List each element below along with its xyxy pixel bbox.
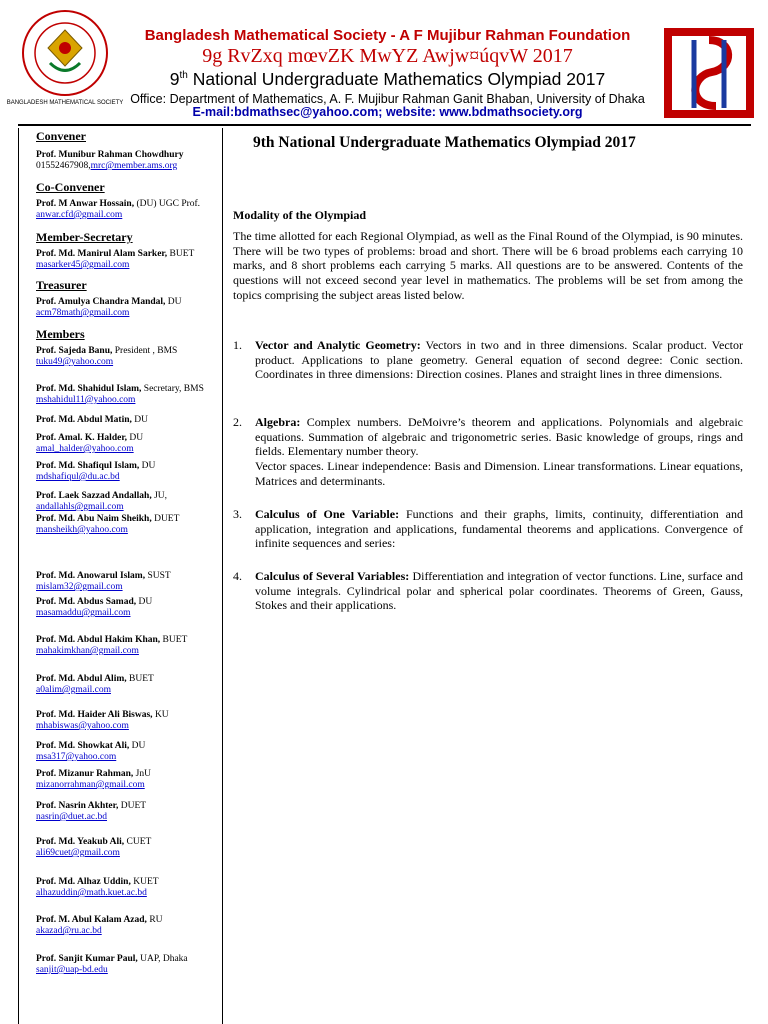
- member-name: Prof. Md. Yeakub Ali, CUET: [36, 837, 152, 847]
- co-convener-heading: Co-Convener: [36, 180, 105, 194]
- committee-sidebar: [32, 128, 223, 1024]
- member-email[interactable]: msa317@yahoo.com: [36, 752, 117, 762]
- convener-email[interactable]: mrc@member.ams.org: [90, 161, 178, 171]
- org-title: Bangladesh Mathematical Society - A F Mujibur Rahman Foundation: [144, 27, 631, 44]
- member-email[interactable]: tuku49@yahoo.com: [36, 357, 114, 367]
- member-name: Prof. Md. Showkat Ali, DU: [36, 741, 146, 751]
- member-name: Prof. Mizanur Rahman, JnU: [36, 769, 151, 779]
- page-title: 9th National Undergraduate Mathematics Olympiad 2017: [253, 134, 636, 151]
- member-name: Prof. Md. Abdul Hakim Khan, BUET: [36, 635, 188, 645]
- treasurer-heading: Treasurer: [36, 278, 87, 292]
- member-name: Prof. Md. Abu Naim Sheikh, DUET: [36, 514, 180, 524]
- member-email[interactable]: mislam32@gmail.com: [36, 582, 123, 592]
- member-name: Prof. Laek Sazzad Andallah, JU,: [36, 491, 168, 501]
- svg-text:BANGLADESH MATHEMATICAL SOCIET: BANGLADESH MATHEMATICAL SOCIETY: [6, 100, 124, 106]
- member-secretary-email[interactable]: masarker45@gmail.com: [36, 260, 130, 270]
- convener-contact: 01552467908,mrc@member.ams.org: [36, 161, 178, 171]
- member-name: Prof. Md. Anowarul Islam, SUST: [36, 571, 171, 581]
- member-name: Prof. Amal. K. Halder, DU: [36, 433, 144, 443]
- contact-line[interactable]: E-mail:bdmathsec@yahoo.com; website: www.bdmathsociety.org: [192, 105, 583, 119]
- sidebar-left-border: [18, 128, 19, 1024]
- convener-heading: Convener: [36, 129, 86, 143]
- member-name: Prof. Md. Shahidul Islam, Secretary, BMS: [36, 384, 204, 394]
- convener-name: Prof. Munibur Rahman Chowdhury: [36, 150, 184, 160]
- header-divider: [18, 124, 751, 126]
- member-secretary-heading: Member-Secretary: [36, 230, 133, 244]
- member-email[interactable]: mshahidul11@yahoo.com: [36, 395, 136, 405]
- member-name: Prof. Md. Shafiqul Islam, DU: [36, 461, 156, 471]
- member-email[interactable]: mhabiswas@yahoo.com: [36, 721, 129, 731]
- member-email[interactable]: mizanorrahman@gmail.com: [36, 780, 145, 790]
- olympiad-title: 9th National Undergraduate Mathematics Olympiad 2017: [169, 69, 606, 89]
- member-secretary-name: Prof. Md. Manirul Alam Sarker, BUET: [36, 249, 195, 259]
- office-address: Office: Department of Mathematics, A. F. Mujibur Rahman Ganit Bhaban, University of Dhaka: [130, 92, 645, 106]
- member-email[interactable]: ali69cuet@gmail.com: [36, 848, 120, 858]
- member-email[interactable]: andallahls@gmail.com: [36, 502, 124, 512]
- member-email[interactable]: mahakimkhan@gmail.com: [36, 646, 139, 656]
- member-name: Prof. Md. Haider Ali Biswas, KU: [36, 710, 169, 720]
- member-name: Prof. M. Abul Kalam Azad, RU: [36, 915, 163, 925]
- member-name: Prof. Nasrin Akhter, DUET: [36, 801, 147, 811]
- member-name: Prof. Md. Alhaz Uddin, KUET: [36, 877, 159, 887]
- member-email[interactable]: masamaddu@gmail.com: [36, 608, 131, 618]
- member-email[interactable]: mansheikh@yahoo.com: [36, 525, 128, 535]
- member-email[interactable]: sanjit@uap-bd.edu: [36, 965, 108, 975]
- member-email[interactable]: mdshafiqul@du.ac.bd: [36, 472, 120, 482]
- member-email[interactable]: nasrin@duet.ac.bd: [36, 812, 108, 822]
- member-name: Prof. Md. Abdus Samad, DU: [36, 597, 153, 607]
- member-email[interactable]: alhazuddin@math.kuet.ac.bd: [36, 888, 147, 898]
- member-name: Prof. Md. Abdul Matin, DU: [36, 415, 148, 425]
- bms-logo: [6, 8, 124, 118]
- member-name: Prof. Sajeda Banu, President , BMS: [36, 346, 178, 356]
- treasurer-name: Prof. Amulya Chandra Mandal, DU: [36, 297, 182, 307]
- members-heading: Members: [36, 327, 85, 341]
- bangla-title: 9g RvZxq mœvZK MwYZ Awjw¤úqvW 2017: [202, 45, 573, 67]
- treasurer-email[interactable]: acm78math@gmail.com: [36, 308, 130, 318]
- member-email[interactable]: a0alim@gmail.com: [36, 685, 111, 695]
- member-email[interactable]: amal_halder@yahoo.com: [36, 444, 134, 454]
- co-convener-email[interactable]: anwar.cfd@gmail.com: [36, 210, 123, 220]
- member-name: Prof. Md. Abdul Alim, BUET: [36, 674, 154, 684]
- member-name: Prof. Sanjit Kumar Paul, UAP, Dhaka: [36, 954, 188, 964]
- section-heading: Modality of the Olympiad: [233, 208, 367, 222]
- letterhead: [0, 0, 768, 126]
- foundation-logo: [664, 28, 754, 118]
- co-convener-name: Prof. M Anwar Hossain, (DU) UGC Prof.: [36, 199, 201, 209]
- member-email[interactable]: akazad@ru.ac.bd: [36, 926, 102, 936]
- intro-paragraph: The time allotted for each Regional Olympiad, as well as the Final Round of the Olympiad, is 90 minutes. There will be two types of problems: broad and short. There will be 6 broad problems each carrying 10 marks, and 8 short problems each carrying 5 marks. All questions are to be answered. Contents of the questions will not exceed second year level in mathematics. The problems will be set from among the topics comprising the subject areas listed below.: [233, 229, 743, 302]
